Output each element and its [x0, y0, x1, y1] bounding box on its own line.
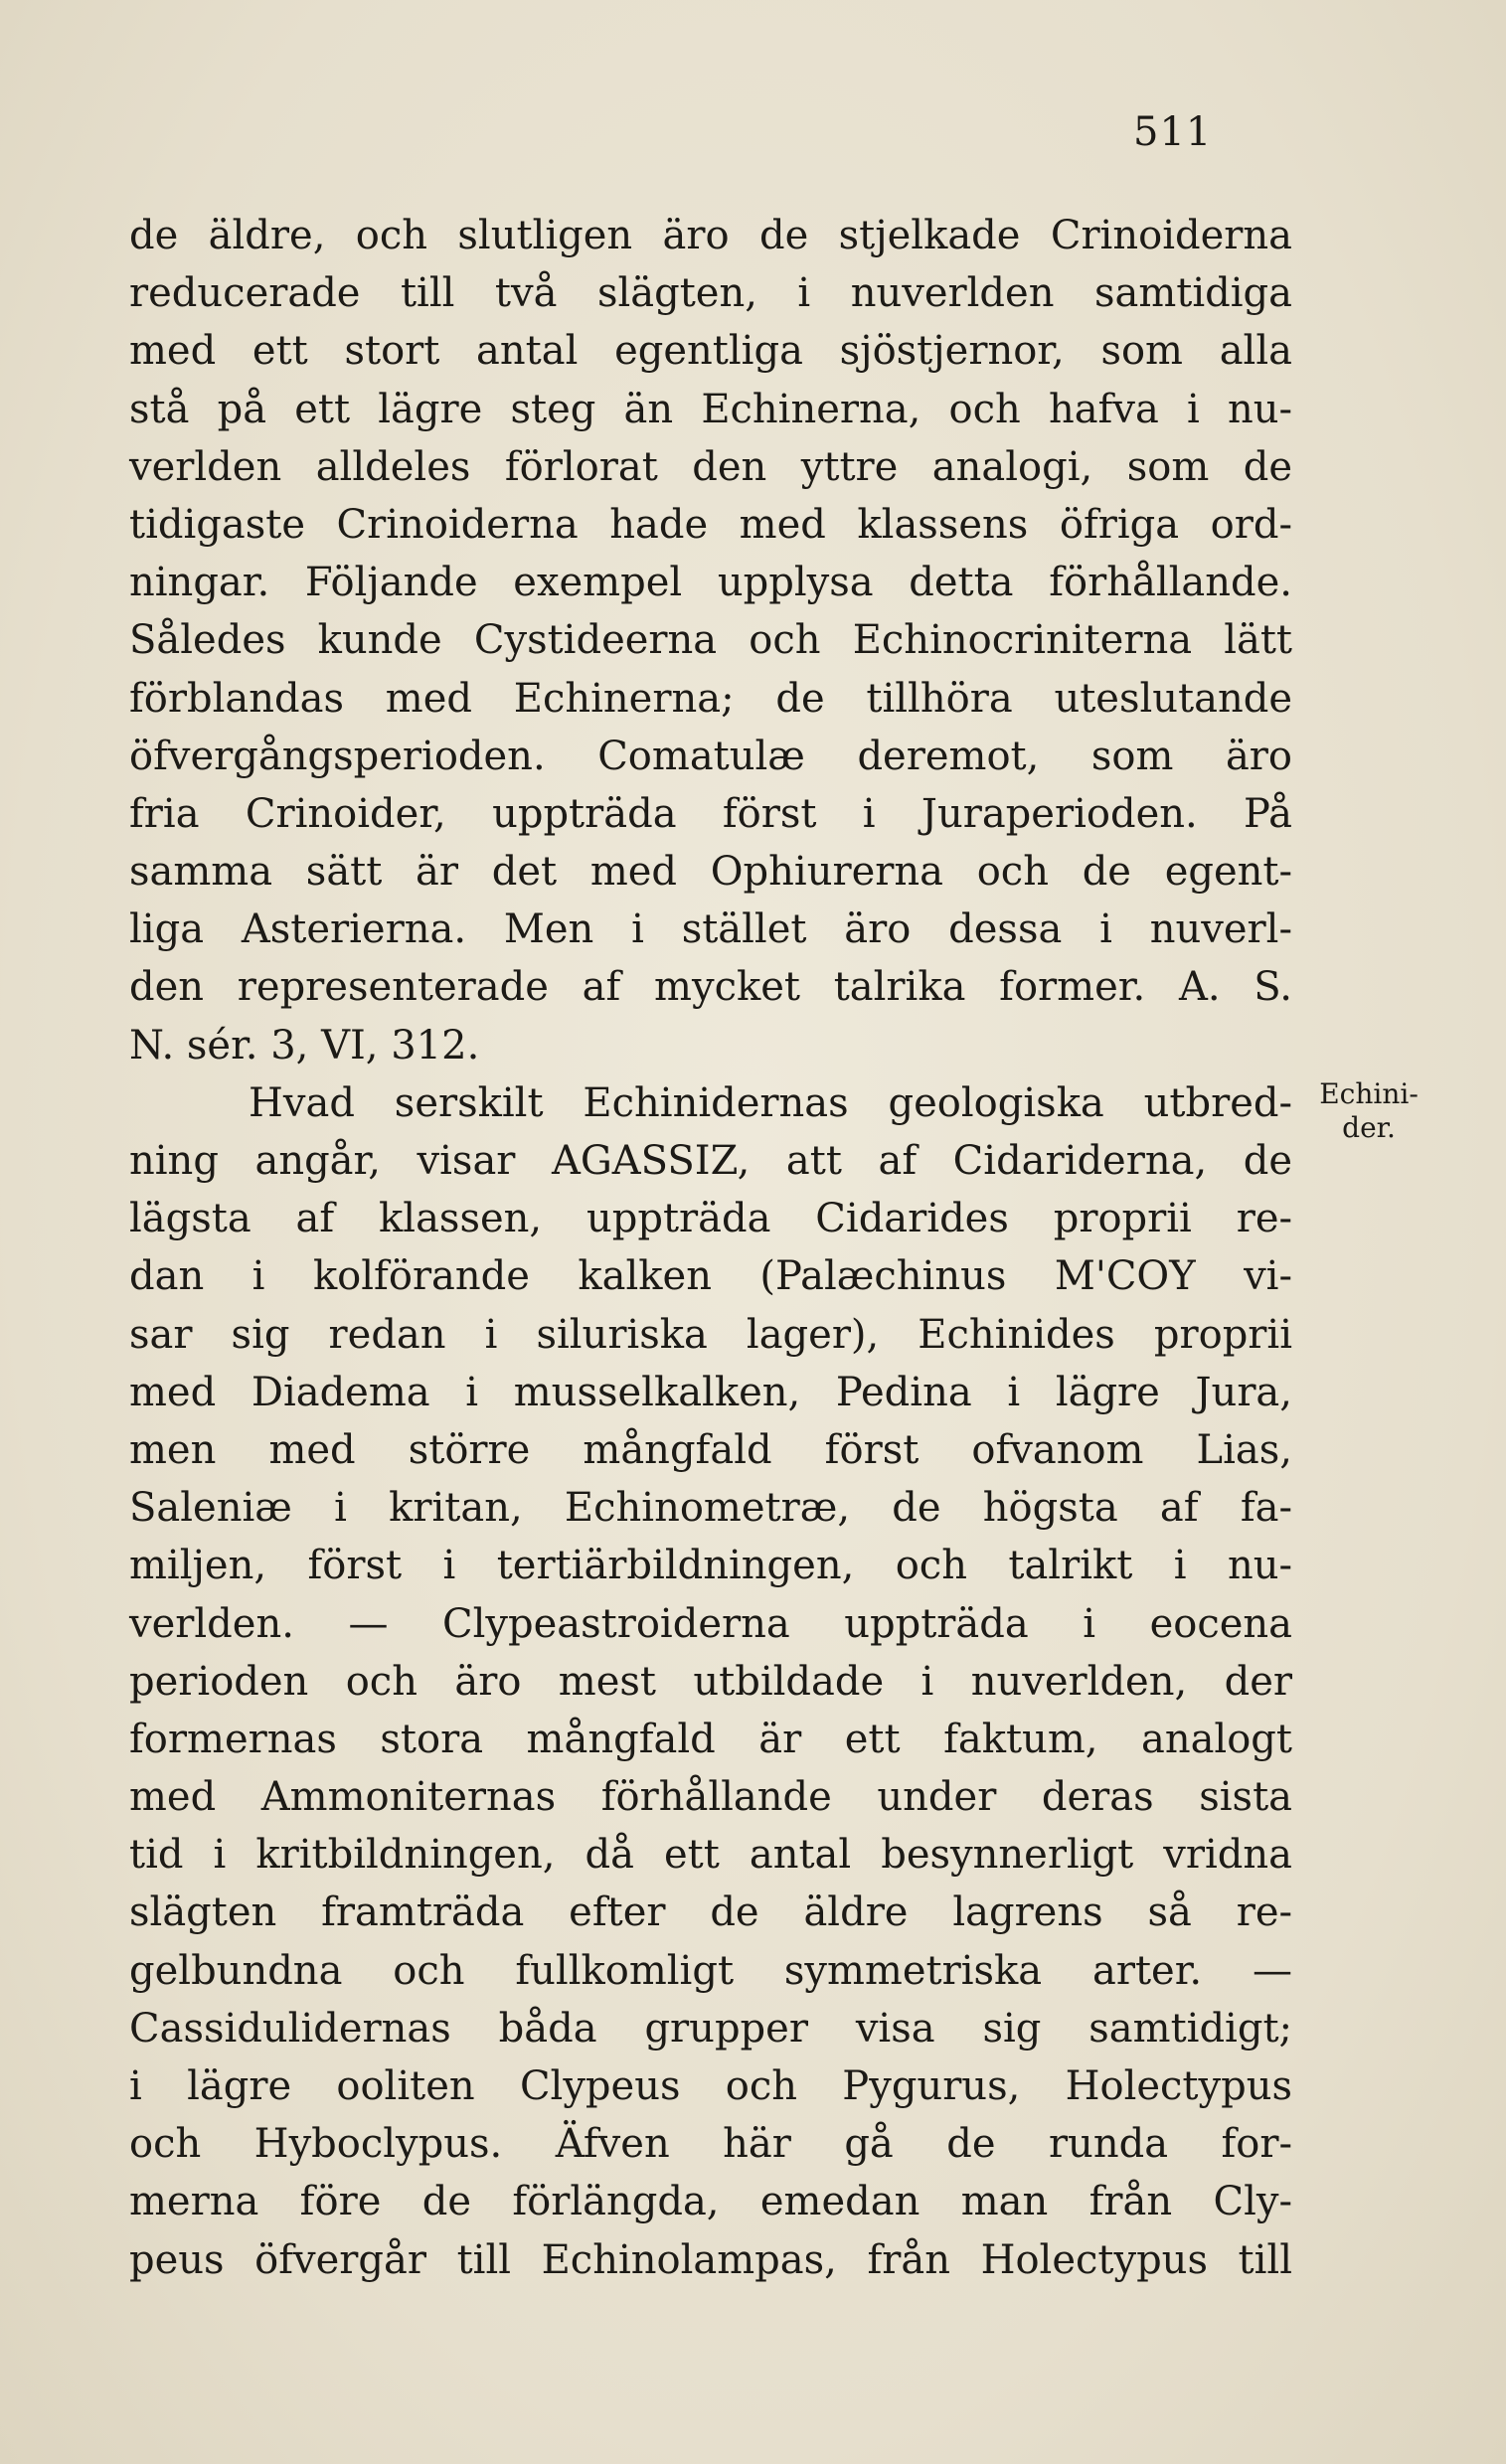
text-line: liga Asterierna. Men i stället äro dessa i nuverl- — [129, 906, 1292, 953]
text-line: stå på ett lägre steg än Echinerna, och hafva i nu- — [129, 386, 1292, 432]
text-line: förblandas med Echinerna; de tillhöra uteslutande — [129, 675, 1292, 722]
text-line: Saleniæ i kritan, Echinometræ, de högsta af fa- — [129, 1485, 1292, 1532]
text-line: sar sig redan i siluriska lager), Echinides proprii — [129, 1311, 1292, 1358]
text-line: i lägre ooliten Clypeus och Pygurus, Holectypus — [129, 2063, 1292, 2109]
text-line: och Hyboclypus. Äfven här gå de runda for- — [129, 2121, 1292, 2168]
text-line: formernas stora mångfald är ett faktum, analogt — [129, 1716, 1292, 1762]
text-line: peus öfvergår till Echinolampas, från Holectypus till — [129, 2236, 1292, 2283]
text-line: Cassidulidernas båda grupper visa sig samtidigt; — [129, 2005, 1292, 2052]
text-line: verlden. — Clypeastroiderna uppträda i eocena — [129, 1600, 1292, 1647]
text-line: tidigaste Crinoiderna hade med klassens öfriga ord- — [129, 501, 1292, 548]
text-line: slägten framträda efter de äldre lagrens så re- — [129, 1889, 1292, 1936]
text-line: tid i kritbildningen, då ett antal besynnerligt vridna — [129, 1832, 1292, 1879]
text-line: gelbundna och fullkomligt symmetriska arter. — — [129, 1947, 1292, 1994]
text-line: perioden och äro mest utbildade i nuverlden, der — [129, 1658, 1292, 1705]
text-line: fria Crinoider, uppträda först i Juraperioden. På — [129, 790, 1292, 837]
text-line: de äldre, och slutligen äro de stjelkade Crinoiderna — [129, 213, 1292, 258]
body-text — [129, 207, 1292, 2289]
text-line: Således kunde Cystideerna och Echinocriniterna lätt — [129, 617, 1292, 664]
text-line: öfvergångsperioden. Comatulæ deremot, som äro — [129, 733, 1292, 779]
margin-note-line: Echini- — [1319, 1077, 1419, 1110]
text-line: N. sér. 3, VI, 312. — [129, 1022, 480, 1068]
text-line: samma sätt är det med Ophiurerna och de egent- — [129, 849, 1292, 896]
text-line: den representerade af mycket talrika former. A. S. — [129, 964, 1292, 1011]
text-line: verlden alldeles förlorat den yttre analogi, som de — [129, 443, 1292, 490]
text-line: miljen, först i tertiärbildningen, och talrikt i nu- — [129, 1543, 1292, 1589]
text-line: med Diadema i musselkalken, Pedina i lägre Jura, — [129, 1369, 1292, 1415]
text-line: ningar. Följande exempel upplysa detta förhållande. — [129, 560, 1292, 606]
margin-note-line: der. — [1342, 1111, 1396, 1144]
text-line: med ett stort antal egentliga sjöstjernor, som alla — [129, 328, 1292, 375]
text-line: reducerade till två slägten, i nuverlden samtidiga — [129, 270, 1292, 317]
text-line: med Ammoniternas förhållande under deras sista — [129, 1774, 1292, 1821]
text-line: lägsta af klassen, uppträda Cidarides proprii re- — [129, 1196, 1292, 1242]
text-line: dan i kolförande kalken (Palæchinus M'COY vi- — [129, 1253, 1292, 1300]
text-line: men med större mångfald först ofvanom Lias, — [129, 1426, 1292, 1473]
margin-note — [1314, 1077, 1423, 1145]
text-line: ning angår, visar AGASSIZ, att af Cidariderna, de — [129, 1138, 1292, 1184]
text-line: merna före de förlängda, emedan man från Cly- — [129, 2179, 1292, 2225]
page-number: 511 — [1133, 109, 1213, 155]
paragraph-start-line: Hvad serskilt Echinidernas geologiska utbred- — [249, 1079, 1292, 1126]
